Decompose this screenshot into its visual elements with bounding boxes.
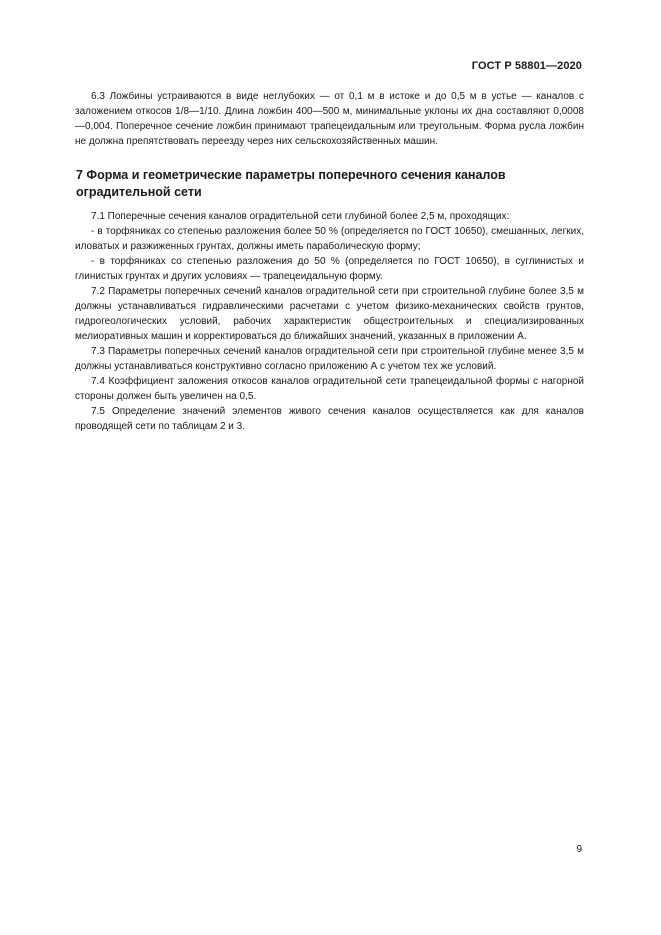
paragraph-6-3: 6.3 Ложбины устраиваются в виде неглубоких — от 0,1 м в истоке и до 0,5 м в устье — каналов с заложением откосов 1/8—1/10. Длина ложбин 400—500 м, минимальные уклоны их дна составляют 0,0008—0,004. Поперечное сечение ложбин принимают трапецеидальным или треугольным. Форма русла ложбин не должна препятствовать переезду через них сельскохозяйственных машин. <box>75 91 584 147</box>
paragraph-7-1: 7.1 Поперечные сечения каналов оградительной сети глубиной более 2,5 м, проходящих: <box>91 211 510 222</box>
standard-id-header: ГОСТ Р 58801—2020 <box>471 60 582 72</box>
paragraph-7-3: 7.3 Параметры поперечных сечений каналов оградительной сети при строительной глубине менее 3,5 м должны устанавливаться конструктивно согласно приложению А с учетом тех же условий. <box>75 346 584 372</box>
paragraph-7-4: 7.4 Коэффициент заложения откосов каналов оградительной сети трапецеидальной формы с нагорной стороны должен быть увеличен на 0,5. <box>75 376 584 402</box>
paragraph-7-2: 7.2 Параметры поперечных сечений каналов оградительной сети при строительной глубине более 3,5 м должны устанавливаться гидравлическими расчетами с учетом физико-механических свойств грунтов, гидрогеологических условий, рабочих характеристик общестроительных и специализированных мелиоративных машин и корректироваться до ближайших значений, указанных в приложении А. <box>75 286 584 342</box>
page-number: 9 <box>576 844 582 855</box>
paragraph-7-5: 7.5 Определение значений элементов живого сечения каналов осуществляется как для каналов проводящей сети по таблицам 2 и 3. <box>75 406 584 432</box>
section-7-title-line1: 7 Форма и геометрические параметры поперечного сечения каналов <box>76 168 506 182</box>
list-item-bullet-1: - в торфяниках со степенью разложения более 50 % (определяется по ГОСТ 10650), смешанных, легких, иловатых и разжиженных грунтах, должны иметь параболическую форму; <box>75 226 584 252</box>
spacer <box>75 149 584 167</box>
document-body <box>75 89 584 434</box>
section-7-title <box>75 167 584 201</box>
section-7-title-line2: оградительной сети <box>76 185 202 199</box>
spacer <box>75 201 584 209</box>
list-item-bullet-2: - в торфяниках со степенью разложения до 50 % (определяется по ГОСТ 10650), в суглинистых и глинистых грунтах и других условиях — трапецеидальную форму. <box>75 256 584 282</box>
